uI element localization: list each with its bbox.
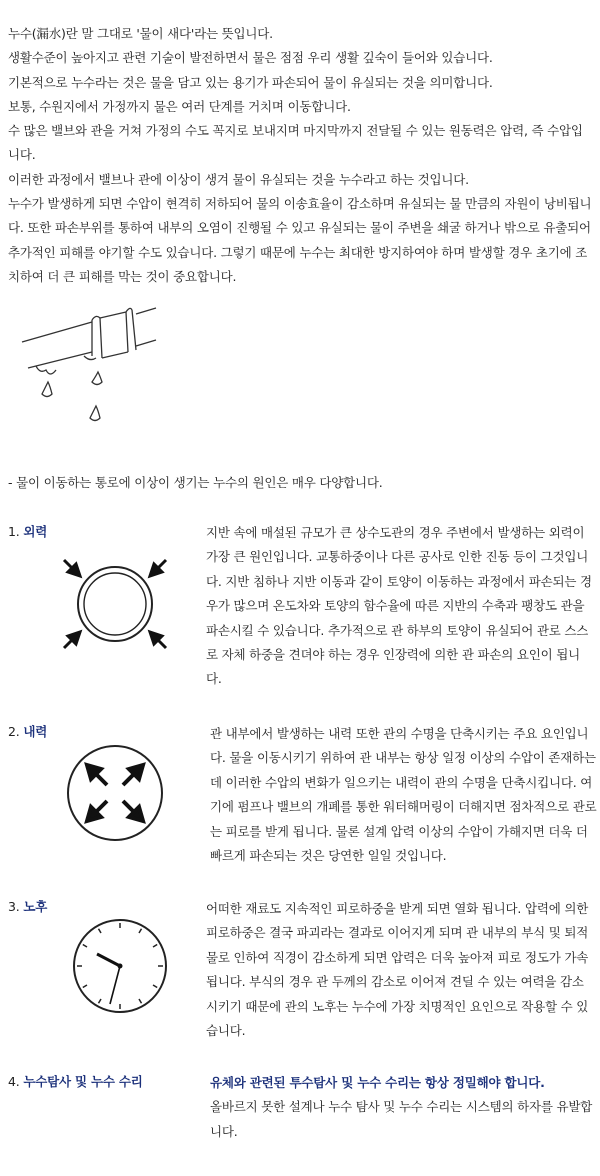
section-title: 노후 xyxy=(23,899,48,914)
intro-paragraph: 누수가 발생하게 되면 수압이 현격히 저하되어 물의 이송효율이 감소하며 유실되는 물 만큼의 자원이 낭비됩니다. 또한 파손부위를 통하여 내부의 오염이 진행될 수 있고 유실되는 물이 주변을 쇄굴 하거나 밖으로 유출되어 추가적인 피해를 야기할 수도 있습니다. 그렇기 때문에 누수는 최대한 방지하여야 하며 발생할 경우 초기에 조치하여 더 큰 피해를 막는 것이 중요합니다. xyxy=(8,196,592,284)
section-heading-leak-detection xyxy=(8,1072,143,1090)
outward-arrows-circle-icon xyxy=(65,743,165,843)
section-heading-aging xyxy=(8,897,47,915)
section-heading-internal-force xyxy=(8,722,47,740)
section-body-internal-force: 관 내부에서 발생하는 내력 또한 관의 수명을 단축시키는 주요 요인입니다. 물을 이동시키기 위하여 관 내부는 항상 일정 이상의 수압이 존재하는데 이러한 수압의 변화가 일으키는 내력이 관의 수명을 단축시킵니다. 여기에 펌프나 밸브의 개폐를 통한 워터해머링이 더해지면 점차적으로 관로는 피로를 받게 됩니다. 물론 설계 압력 이상의 수압이 가해지면 더욱 더 빠르게 파손되는 것은 당연한 일일 것입니다. xyxy=(210,726,597,864)
intro-line: 이러한 과정에서 밸브나 관에 이상이 생겨 물이 유실되는 것을 누수라고 하는 것입니다. xyxy=(8,171,469,187)
intro-line: 보통, 수원지에서 가정까지 물은 여러 단계를 거치며 이동합니다. xyxy=(8,98,351,114)
emphasis-statement: 유체와 관련된 투수탐사 및 누수 수리는 항상 정밀해야 합니다. xyxy=(210,1075,545,1090)
section-body-external-force: 지반 속에 매설된 규모가 큰 상수도관의 경우 주변에서 발생하는 외력이 가장 큰 원인입니다. 교통하중이나 다른 공사로 인한 진동 등이 그것입니다. 지반 침하나 지반 이동과 같이 토양이 이동하는 과정에서 파손되는 경우가 많으며 온도차와 토양의 함수율에 따른 지반의 수축과 팽창도 관을 파손시킬 수 있습니다. 추가적으로 관 하부의 토양이 유실되어 관로 스스로 자체 하중을 견뎌야 하는 경우 인장력에 의한 관 파손의 요인이 됩니다. xyxy=(206,525,592,687)
section-title: 내력 xyxy=(23,724,48,739)
section-number: 1. xyxy=(8,524,20,539)
inward-arrows-ring-icon xyxy=(60,556,170,651)
clock-icon xyxy=(72,918,168,1014)
section-number: 2. xyxy=(8,724,20,739)
intro-line: 수 많은 밸브와 관을 거쳐 가정의 수도 꼭지로 보내지며 마지막까지 전달될 수 있는 원동력은 압력, 즉 수압입니다. xyxy=(8,123,583,163)
causes-intro: - 물이 이동하는 통로에 이상이 생기는 누수의 원인은 매우 다양합니다. xyxy=(8,475,383,490)
intro-line: 기본적으로 누수라는 것은 물을 담고 있는 용기가 파손되어 물이 유실되는 것을 의미합니다. xyxy=(8,74,493,90)
section-body-text: 올바르지 못한 설계나 누수 탐사 및 누수 수리는 시스템의 하자를 유발합니다. xyxy=(210,1099,593,1139)
section-heading-external-force xyxy=(8,522,47,540)
section-number: 3. xyxy=(8,899,20,914)
leaking-pipe-icon xyxy=(20,300,160,425)
section-body-leak-detection xyxy=(210,1071,598,1144)
section-title: 외력 xyxy=(23,524,48,539)
intro-line: 생활수준이 높아지고 관련 기술이 발전하면서 물은 점점 우리 생활 깊숙이 들어와 있습니다. xyxy=(8,50,493,66)
section-body-aging: 어떠한 재료도 지속적인 피로하중을 받게 되면 열화 됩니다. 압력에 의한 피로하중은 결국 파괴라는 결과로 이어지게 되며 관 내부의 부식 및 퇴적물로 인하여 직경이 감소하게 되면 압력은 더욱 높아져 피로 정도가 가속됩니다. 부식의 경우 관 두께의 감소로 이어져 견딜 수 있는 여력을 감소시키기 때문에 관의 노후는 누수에 가장 치명적인 요인으로 작용할 수 있습니다. xyxy=(206,901,589,1039)
section-title: 누수탐사 및 누수 수리 xyxy=(23,1074,143,1089)
section-number: 4. xyxy=(8,1074,20,1089)
intro-text xyxy=(8,22,594,289)
intro-line: 누수(漏水)란 말 그대로 '물이 새다'라는 뜻입니다. xyxy=(8,26,273,41)
